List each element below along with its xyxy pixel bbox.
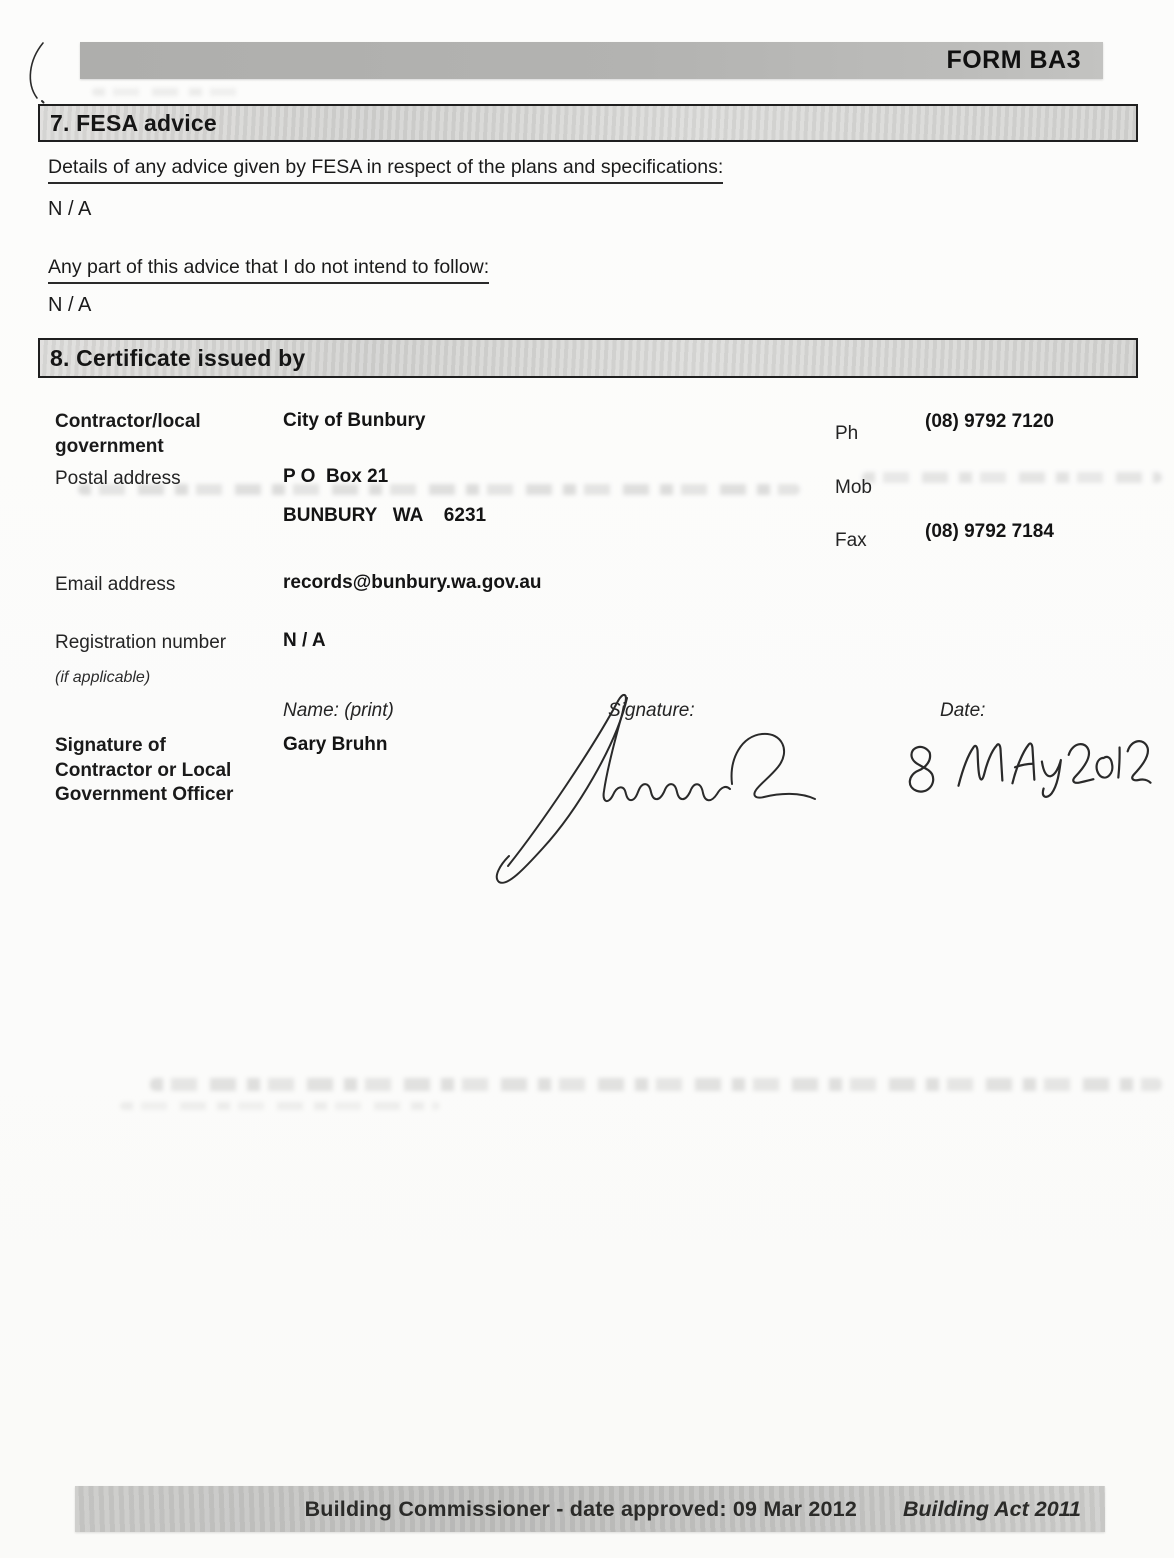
registration-if-applicable-note: (if applicable) <box>55 669 151 686</box>
contractor-value: City of Bunbury <box>283 410 426 431</box>
section-7-header <box>38 104 1138 142</box>
date-column-label: Date: <box>940 700 986 721</box>
form-tag-bar <box>80 42 1103 79</box>
section-7-title: 7. FESA advice <box>50 109 217 136</box>
footer-act-text: Building Act 2011 <box>902 1496 1081 1521</box>
registration-number-value: N / A <box>283 630 326 651</box>
advice-not-followed-question <box>48 256 489 284</box>
advice-not-followed-answer: N / A <box>48 294 92 316</box>
phone-value: (08) 9792 7120 <box>925 411 1054 432</box>
fesa-advice-question <box>48 156 723 184</box>
handwritten-signature <box>380 688 830 900</box>
contractor-label: Contractor/local government <box>55 411 201 457</box>
signatory-name: Gary Bruhn <box>283 734 388 755</box>
section-8-header <box>38 338 1138 378</box>
bleed-through-ghost-text <box>92 88 242 96</box>
email-value: records@bunbury.wa.gov.au <box>283 572 542 593</box>
signature-column-label: Signature: <box>608 700 695 721</box>
postal-address-line2: BUNBURY WA 6231 <box>283 505 487 526</box>
phone-label: Ph <box>835 423 859 444</box>
name-print-column-label: Name: (print) <box>283 700 394 721</box>
handwritten-date <box>895 723 1153 810</box>
postal-address-label: Postal address <box>55 468 181 489</box>
bleed-through-ghost-text <box>150 1078 1162 1091</box>
footer-approval-bar <box>75 1486 1105 1532</box>
bleed-through-ghost-text <box>78 484 800 495</box>
fax-value: (08) 9792 7184 <box>925 521 1054 542</box>
mobile-label: Mob <box>835 477 872 498</box>
registration-number-label: Registration number <box>55 632 227 653</box>
footer-approved-text: Building Commissioner - date approved: 09 Mar 2012 <box>304 1496 857 1521</box>
bleed-through-ghost-text <box>120 1102 440 1110</box>
fesa-advice-answer: N / A <box>48 198 92 220</box>
bleed-through-ghost-text <box>862 472 1162 483</box>
form-tag: FORM BA3 <box>946 46 1081 74</box>
fax-label: Fax <box>835 530 867 551</box>
email-label: Email address <box>55 574 176 595</box>
fesa-advice-question-label: Details of any advice given by FESA in respect of the plans and specifications: <box>48 156 723 184</box>
advice-not-followed-question-label: Any part of this advice that I do not intend to follow: <box>48 256 489 284</box>
postal-address-line1: P O Box 21 <box>283 466 389 487</box>
section-8-title: 8. Certificate issued by <box>50 344 306 371</box>
pen-mark-artifact <box>16 38 56 102</box>
signatory-label: Signature of Contractor or Local Government Officer <box>55 735 234 806</box>
